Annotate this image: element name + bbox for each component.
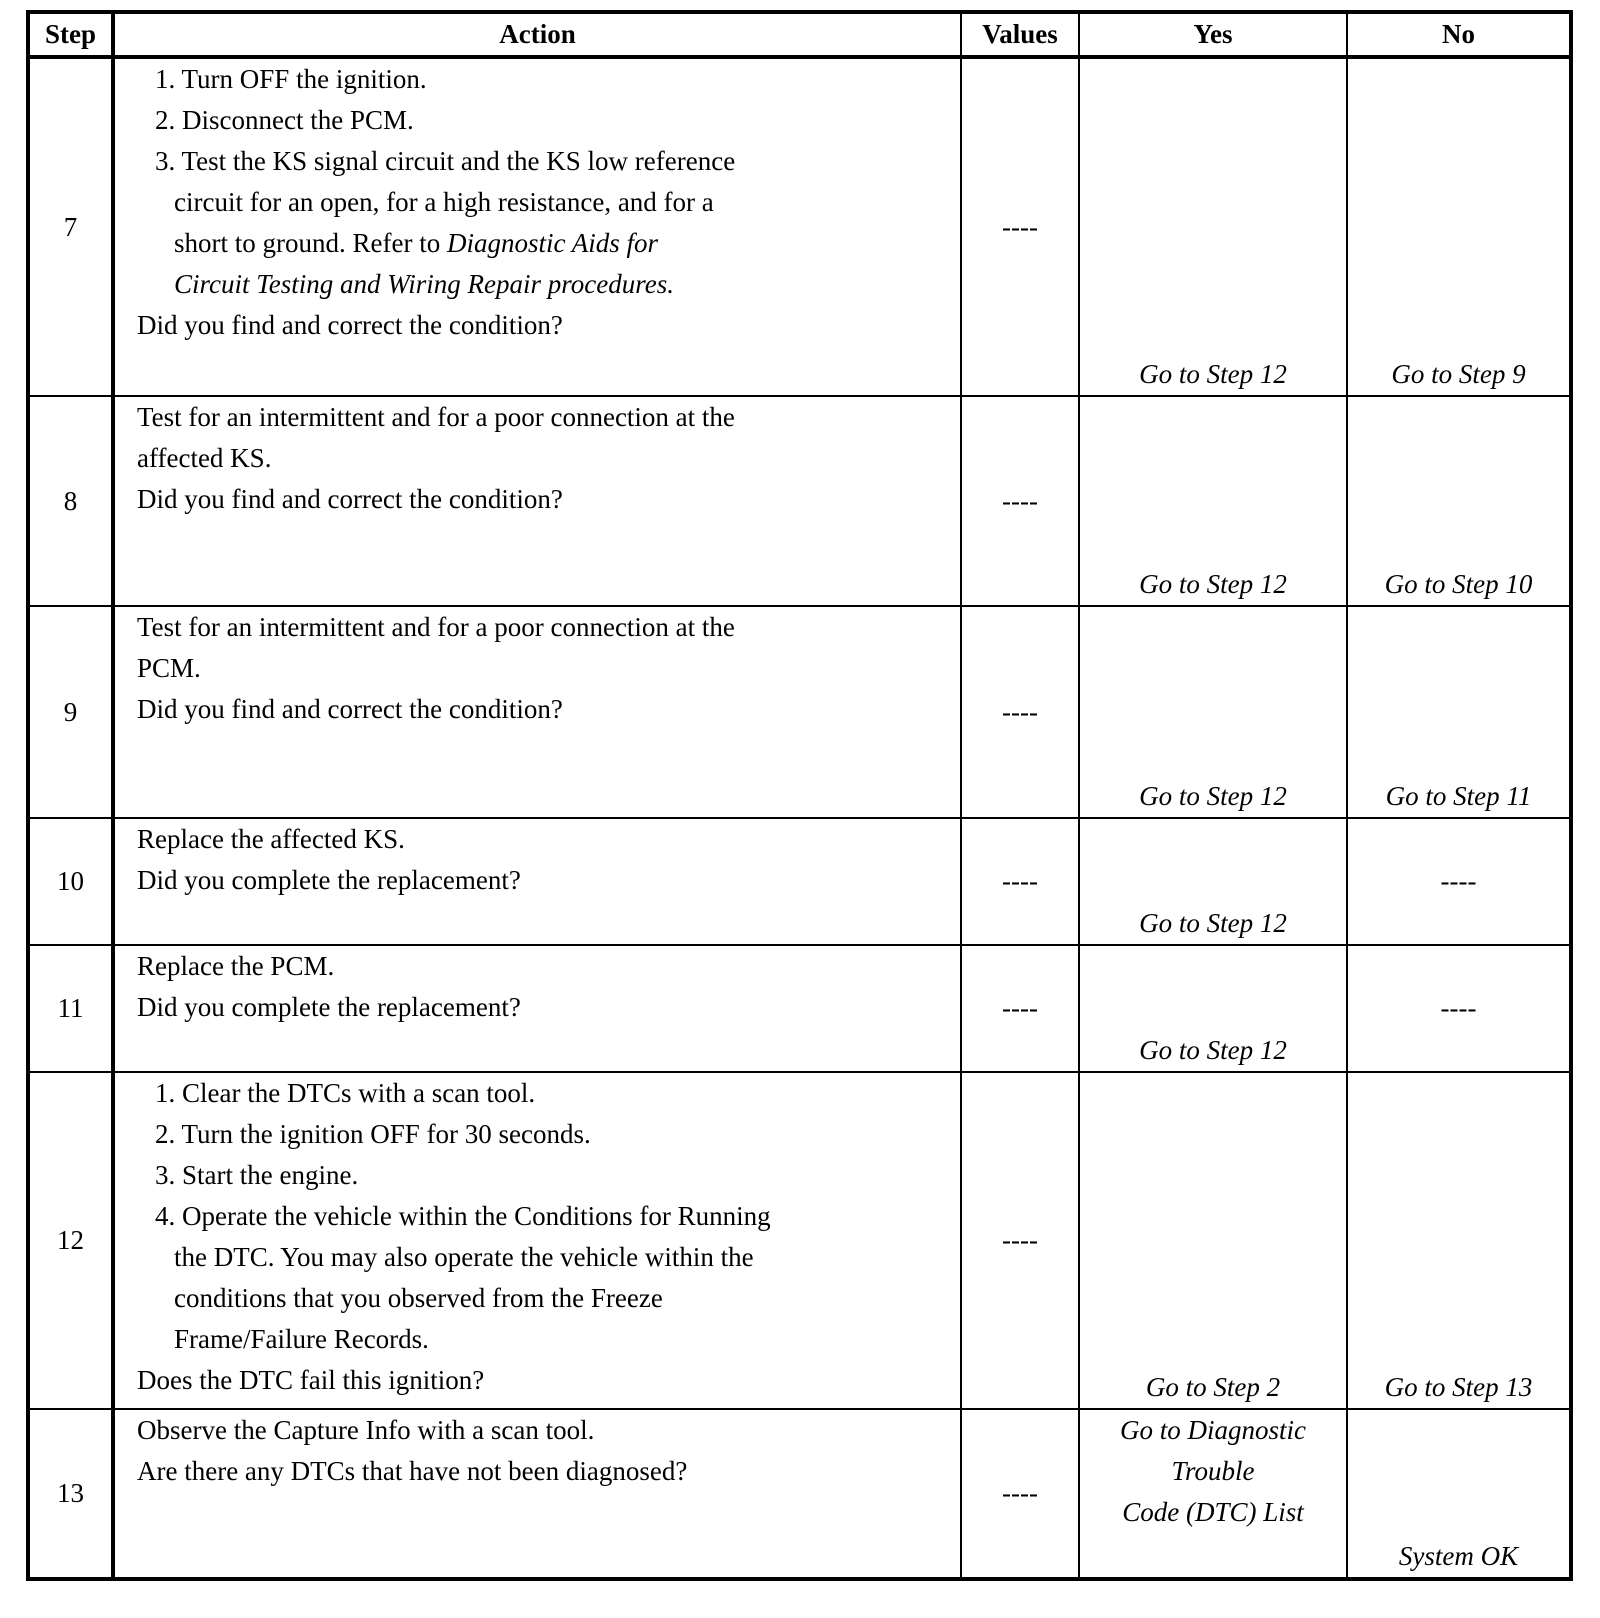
action-line xyxy=(137,223,950,264)
action-line: affected KS. xyxy=(137,443,272,473)
action-text: short to ground. Refer to xyxy=(174,228,447,258)
values-cell: ---- xyxy=(961,1072,1079,1409)
step-number: 9 xyxy=(28,606,113,818)
values-cell: ---- xyxy=(961,396,1079,606)
table-row xyxy=(28,818,1571,945)
action-line: circuit for an open, for a high resistance, and for a xyxy=(174,187,714,217)
yes-link[interactable]: Go to Step 12 xyxy=(1079,57,1347,396)
action-cell xyxy=(113,396,961,606)
action-line: 2. Disconnect the PCM. xyxy=(155,105,414,135)
action-line: Test for an intermittent and for a poor connection at the xyxy=(137,612,735,642)
reference-link[interactable]: Circuit Testing and Wiring Repair procedures. xyxy=(174,269,675,299)
action-cell xyxy=(113,606,961,818)
step-number: 8 xyxy=(28,396,113,606)
action-cell xyxy=(113,1072,961,1409)
yes-link[interactable]: Go to Step 12 xyxy=(1079,606,1347,818)
question: Did you find and correct the condition? xyxy=(137,310,563,340)
values-cell: ---- xyxy=(961,57,1079,396)
action-line: 1. Clear the DTCs with a scan tool. xyxy=(155,1078,536,1108)
header-no: No xyxy=(1347,12,1571,57)
action-line: 3. Test the KS signal circuit and the KS low reference xyxy=(155,146,736,176)
values-cell: ---- xyxy=(961,1409,1079,1579)
table-row xyxy=(28,945,1571,1072)
action-line: the DTC. You may also operate the vehicle within the xyxy=(174,1242,754,1272)
question: Did you complete the replacement? xyxy=(137,992,521,1022)
values-cell: ---- xyxy=(961,945,1079,1072)
table-row xyxy=(28,1409,1571,1579)
action-line: 3. Start the engine. xyxy=(155,1160,359,1190)
header-yes: Yes xyxy=(1079,12,1347,57)
action-line: Observe the Capture Info with a scan tool. xyxy=(137,1415,595,1445)
no-cell: ---- xyxy=(1347,818,1571,945)
no-cell: ---- xyxy=(1347,945,1571,1072)
yes-link[interactable]: Go to Step 12 xyxy=(1079,945,1347,1072)
action-line: Frame/Failure Records. xyxy=(174,1324,429,1354)
yes-link[interactable]: Go to Step 12 xyxy=(1079,818,1347,945)
values-cell: ---- xyxy=(961,818,1079,945)
step-number: 12 xyxy=(28,1072,113,1409)
no-link[interactable]: Go to Step 11 xyxy=(1347,606,1571,818)
no-result: System OK xyxy=(1347,1409,1571,1579)
action-line: Replace the affected KS. xyxy=(137,824,405,854)
action-cell xyxy=(113,945,961,1072)
yes-link-line[interactable]: Trouble xyxy=(1171,1456,1255,1486)
table-row xyxy=(28,396,1571,606)
yes-link-line[interactable]: Code (DTC) List xyxy=(1122,1497,1304,1527)
values-cell: ---- xyxy=(961,606,1079,818)
question: Does the DTC fail this ignition? xyxy=(137,1365,485,1395)
question: Did you find and correct the condition? xyxy=(137,694,563,724)
action-cell xyxy=(113,57,961,396)
question: Did you complete the replacement? xyxy=(137,865,521,895)
diagnostic-table xyxy=(26,10,1573,1581)
question: Did you find and correct the condition? xyxy=(137,484,563,514)
question: Are there any DTCs that have not been diagnosed? xyxy=(137,1456,688,1486)
yes-link[interactable] xyxy=(1079,1409,1347,1579)
action-line: Test for an intermittent and for a poor connection at the xyxy=(137,402,735,432)
action-cell xyxy=(113,818,961,945)
table-row xyxy=(28,1072,1571,1409)
action-line: 2. Turn the ignition OFF for 30 seconds. xyxy=(155,1119,591,1149)
step-number: 11 xyxy=(28,945,113,1072)
header-values: Values xyxy=(961,12,1079,57)
reference-link[interactable]: Diagnostic Aids for xyxy=(446,228,658,258)
action-line: conditions that you observed from the Freeze xyxy=(174,1283,663,1313)
no-link[interactable]: Go to Step 10 xyxy=(1347,396,1571,606)
step-number: 7 xyxy=(28,57,113,396)
header-step: Step xyxy=(28,12,113,57)
table-row xyxy=(28,606,1571,818)
header-action: Action xyxy=(113,12,961,57)
step-number: 10 xyxy=(28,818,113,945)
no-link[interactable]: Go to Step 13 xyxy=(1347,1072,1571,1409)
yes-link[interactable]: Go to Step 2 xyxy=(1079,1072,1347,1409)
action-cell xyxy=(113,1409,961,1579)
table-row xyxy=(28,57,1571,396)
header-row xyxy=(28,12,1571,57)
no-link[interactable]: Go to Step 9 xyxy=(1347,57,1571,396)
step-number: 13 xyxy=(28,1409,113,1579)
action-line: 4. Operate the vehicle within the Conditions for Running xyxy=(155,1201,771,1231)
yes-link-line[interactable]: Go to Diagnostic xyxy=(1120,1415,1306,1445)
action-line: PCM. xyxy=(137,653,201,683)
action-line: 1. Turn OFF the ignition. xyxy=(155,64,427,94)
action-line: Replace the PCM. xyxy=(137,951,335,981)
yes-link[interactable]: Go to Step 12 xyxy=(1079,396,1347,606)
